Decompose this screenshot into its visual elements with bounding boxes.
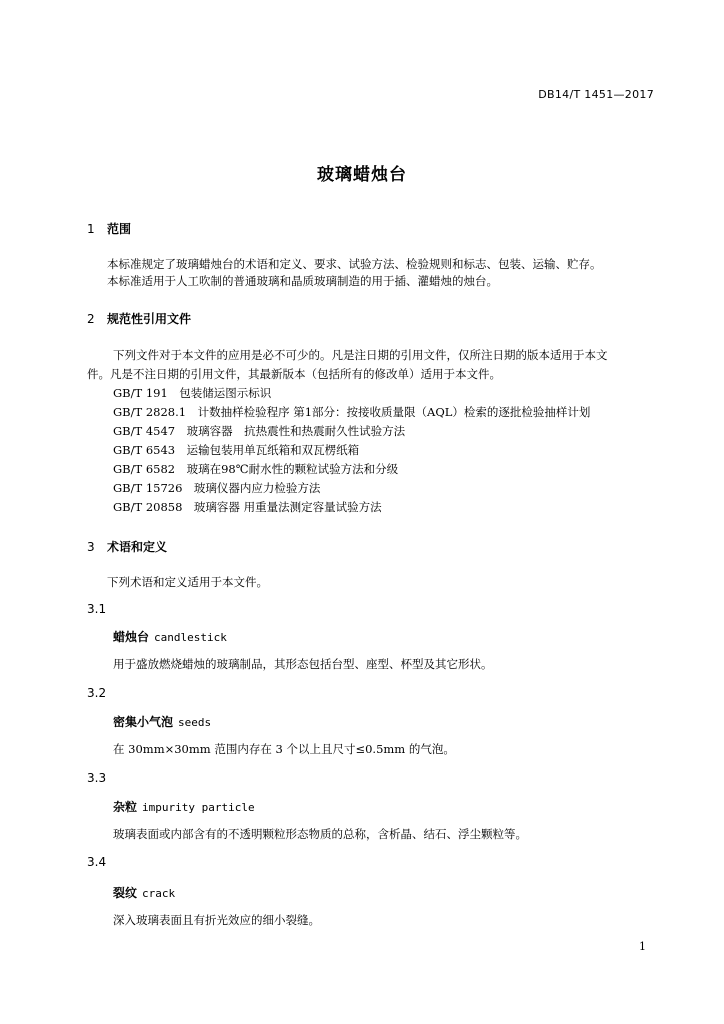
term-heading [113, 798, 255, 815]
term-heading [113, 884, 175, 901]
term-chinese: 裂纹 [113, 886, 138, 900]
standard-code: DB14/T 1451—2017 [538, 88, 654, 101]
term-number: 3.1 [87, 602, 107, 616]
section-number: 2 [87, 312, 95, 326]
section-2-intro-line-1: 下列文件对于本文件的应用是必不可少的。凡是注日期的引用文件，仅所注日期的版本适用于本文 [113, 348, 608, 362]
section-3-intro: 下列术语和定义适用于本文件。 [107, 575, 268, 589]
term-number: 3.4 [87, 855, 107, 869]
section-title: 术语和定义 [107, 540, 168, 554]
term-english: seeds [178, 716, 212, 729]
reference-item: GB/T 6543 运输包装用单瓦纸箱和双瓦楞纸箱 [113, 443, 360, 457]
term-chinese: 密集小气泡 [113, 715, 174, 729]
section-1-heading [87, 220, 131, 237]
section-2-heading [87, 310, 191, 327]
term-number: 3.2 [87, 686, 107, 700]
section-number: 1 [87, 222, 95, 236]
section-1-paragraph-1: 本标准规定了玻璃蜡烛台的术语和定义、要求、试验方法、检验规则和标志、包装、运输、贮存。 [107, 257, 602, 271]
term-english: crack [142, 887, 176, 900]
term-definition: 用于盛放燃烧蜡烛的玻璃制品，其形态包括台型、座型、杯型及其它形状。 [113, 657, 493, 671]
document-title: 玻璃蜡烛台 [317, 165, 407, 185]
section-1-paragraph-2: 本标准适用于人工吹制的普通玻璃和晶质玻璃制造的用于插、灌蜡烛的烛台。 [107, 274, 498, 288]
term-definition: 深入玻璃表面且有折光效应的细小裂缝。 [113, 913, 320, 927]
term-chinese: 杂粒 [113, 800, 138, 814]
term-heading [113, 628, 227, 645]
term-english: candlestick [154, 631, 227, 644]
reference-item: GB/T 2828.1 计数抽样检验程序 第1部分：按接收质量限（AQL）检索的逐批检验抽样计划 [113, 405, 591, 419]
reference-item: GB/T 4547 玻璃容器 抗热震性和热震耐久性试验方法 [113, 424, 406, 438]
section-title: 范围 [107, 222, 132, 236]
reference-item: GB/T 191 包装储运图示标识 [113, 386, 272, 400]
term-definition: 在 30mm×30mm 范围内存在 3 个以上且尺寸≤0.5mm 的气泡。 [113, 742, 455, 756]
section-title: 规范性引用文件 [107, 312, 192, 326]
reference-item: GB/T 20858 玻璃容器 用重量法测定容量试验方法 [113, 500, 382, 514]
term-number: 3.3 [87, 771, 107, 785]
term-definition: 玻璃表面或内部含有的不透明颗粒形态物质的总称，含析晶、结石、浮尘颗粒等。 [113, 827, 527, 841]
section-number: 3 [87, 540, 95, 554]
term-chinese: 蜡烛台 [113, 630, 150, 644]
term-english: impurity particle [142, 801, 255, 814]
section-3-heading [87, 538, 167, 555]
term-heading [113, 713, 211, 730]
reference-item: GB/T 6582 玻璃在98℃耐水性的颗粒试验方法和分级 [113, 462, 399, 476]
page-number: 1 [639, 940, 646, 953]
section-2-intro-line-2: 件。凡是不注日期的引用文件，其最新版本（包括所有的修改单）适用于本文件。 [87, 367, 501, 381]
reference-item: GB/T 15726 玻璃仪器内应力检验方法 [113, 481, 321, 495]
